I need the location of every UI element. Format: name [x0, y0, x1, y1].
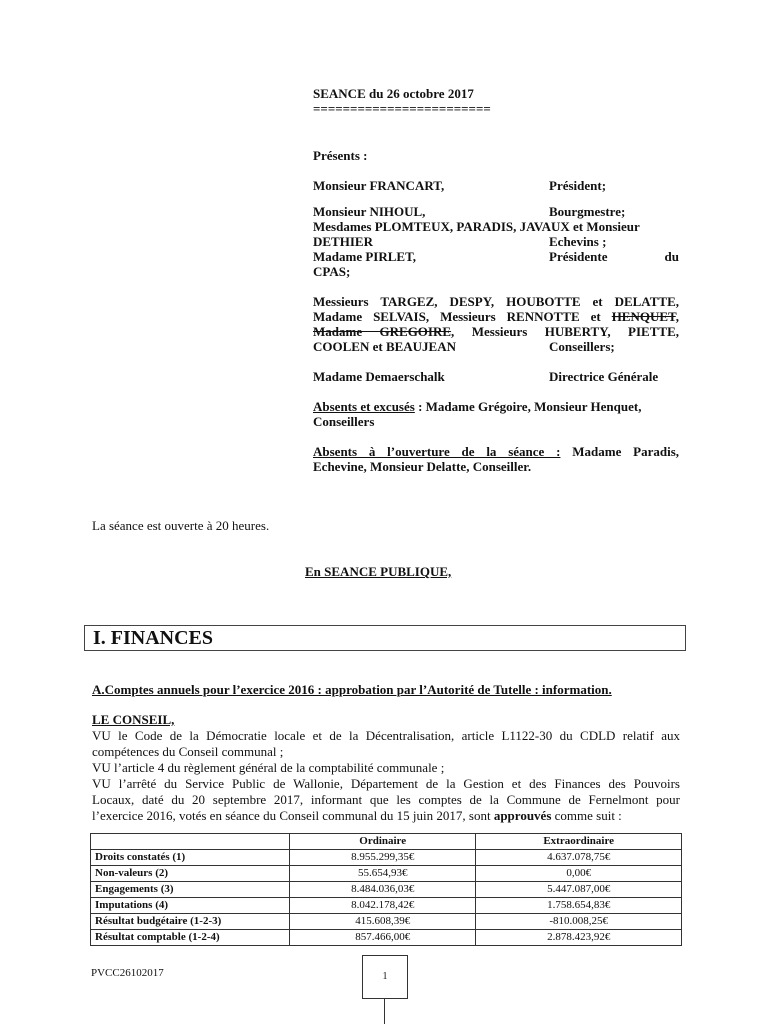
row-ordinaire: 55.654,93€ [290, 866, 476, 882]
row-label: Non-valeurs (2) [91, 866, 290, 882]
table-header-empty [91, 834, 290, 850]
absents-label: Absents et excusés [313, 399, 415, 414]
council-text [92, 712, 680, 824]
cpas-name: Madame PIRLET, [313, 249, 417, 264]
accounts-table [90, 833, 682, 946]
page-number-box [362, 955, 408, 999]
seance-title-underline: ======================== [313, 101, 491, 116]
council-heading: LE CONSEIL, [92, 712, 175, 727]
table-row [91, 914, 682, 930]
absents-line-1 [313, 399, 679, 414]
councillors-line-2-text: Madame SELVAIS, Messieurs RENNOTTE et [313, 309, 612, 324]
councillors-line-1: Messieurs TARGEZ, DESPY, HOUBOTTE et DELATTE, [313, 294, 679, 309]
mayor-role: Bourgmestre; [549, 204, 626, 219]
row-extraordinaire: 0,00€ [476, 866, 682, 882]
vu3-line-2: Locaux, daté du 20 septembre 2017, informant que les comptes de la Commune de Fernelmont pour [92, 792, 680, 807]
attendance-block [313, 86, 679, 474]
cpas-role-1: Présidente [549, 249, 608, 264]
table-row [91, 930, 682, 946]
vu3-line-1: VU l’arrêté du Service Public de Wallonie, Département de la Gestion et des Finances des Pouvoirs [92, 776, 680, 791]
row-ordinaire: 8.042.178,42€ [290, 898, 476, 914]
absents-opening-line-2: Echevine, Monsieur Delatte, Conseiller. [313, 459, 532, 474]
struck-name-henquet: HENQUET [611, 309, 676, 324]
councillors-row [313, 339, 679, 354]
table-header-row [91, 834, 682, 850]
cpas-row [313, 249, 679, 264]
table-header-ordinaire: Ordinaire [290, 834, 476, 850]
absents-opening-label: Absents à l’ouverture de la séance : [313, 444, 561, 459]
dg-role: Directrice Générale [549, 369, 659, 384]
table-row [91, 898, 682, 914]
row-extraordinaire: -810.008,25€ [476, 914, 682, 930]
aldermen-role: Echevins ; [549, 234, 607, 249]
row-label: Imputations (4) [91, 898, 290, 914]
vu3-line-3-text: l’exercice 2016, votés en séance du Conseil communal du 15 juin 2017, sont [92, 808, 494, 823]
aldermen-name: DETHIER [313, 234, 373, 249]
approved-word: approuvés [493, 808, 552, 823]
vu3-line-3-end: comme suit : [551, 808, 622, 823]
absents-opening-text: Madame Paradis, [560, 444, 679, 459]
opening-text: La séance est ouverte à 20 heures. [92, 518, 270, 533]
page-number: 1 [382, 971, 388, 982]
aldermen-row [313, 234, 679, 249]
dg-name: Madame Demaerschalk [313, 369, 445, 384]
dg-row [313, 369, 679, 384]
seance-publique-heading: En SEANCE PUBLIQUE, [305, 564, 452, 579]
presents-label: Présents : [313, 148, 368, 163]
row-ordinaire: 415.608,39€ [290, 914, 476, 930]
item-title: A.Comptes annuels pour l’exercice 2016 : approbation par l’Autorité de Tutelle : information. [92, 682, 612, 697]
row-label: Résultat comptable (1-2-4) [91, 930, 290, 946]
row-extraordinaire: 1.758.654,83€ [476, 898, 682, 914]
footer-reference: PVCC26102017 [91, 967, 164, 979]
section-box [84, 625, 686, 651]
row-extraordinaire: 2.878.423,92€ [476, 930, 682, 946]
president-name: Monsieur FRANCART, [313, 178, 445, 193]
row-ordinaire: 857.466,00€ [290, 930, 476, 946]
table-row [91, 850, 682, 866]
table-row [91, 882, 682, 898]
councillors-line-3-text: , Messieurs HUBERTY, PIETTE, [451, 324, 679, 339]
row-label: Engagements (3) [91, 882, 290, 898]
cpas-role-3: CPAS; [313, 264, 351, 279]
absents-opening-line-1 [313, 444, 679, 459]
row-extraordinaire: 4.637.078,75€ [476, 850, 682, 866]
absents-text: : Madame Grégoire, Monsieur Henquet, [414, 399, 642, 414]
absents-line-2: Conseillers [313, 414, 375, 429]
president-row [313, 178, 679, 193]
row-label: Droits constatés (1) [91, 850, 290, 866]
table-row [91, 866, 682, 882]
mayor-name: Monsieur NIHOUL, [313, 204, 426, 219]
councillors-names-4: COOLEN et BEAUJEAN [313, 339, 457, 354]
struck-name-gregoire: Madame GREGOIRE [313, 324, 452, 339]
table-header-extraordinaire: Extraordinaire [476, 834, 682, 850]
vu1-line-1: VU le Code de la Démocratie locale et de la Décentralisation, article L1122-30 du CDLD relatif aux [92, 728, 680, 743]
vu3-line-3 [92, 808, 680, 824]
vu2: VU l’article 4 du règlement général de la comptabilité communale ; [92, 760, 445, 775]
mayor-row [313, 204, 679, 219]
row-ordinaire: 8.955.299,35€ [290, 850, 476, 866]
page-box-stem [384, 998, 385, 1024]
row-label: Résultat budgétaire (1-2-3) [91, 914, 290, 930]
aldermen-line-1: Mesdames PLOMTEUX, PARADIS, JAVAUX et Monsieur [313, 219, 640, 234]
section-title: I. FINANCES [93, 627, 214, 649]
councillors-line-2-end: , [675, 309, 679, 324]
councillors-line-3 [313, 324, 679, 339]
row-ordinaire: 8.484.036,03€ [290, 882, 476, 898]
seance-title: SEANCE du 26 octobre 2017 [313, 86, 474, 101]
row-extraordinaire: 5.447.087,00€ [476, 882, 682, 898]
cpas-role-2: du [664, 249, 679, 264]
councillors-role: Conseillers; [549, 339, 615, 354]
president-role: Président; [549, 178, 607, 193]
vu1-line-2: compétences du Conseil communal ; [92, 744, 284, 759]
councillors-line-2 [313, 309, 679, 324]
